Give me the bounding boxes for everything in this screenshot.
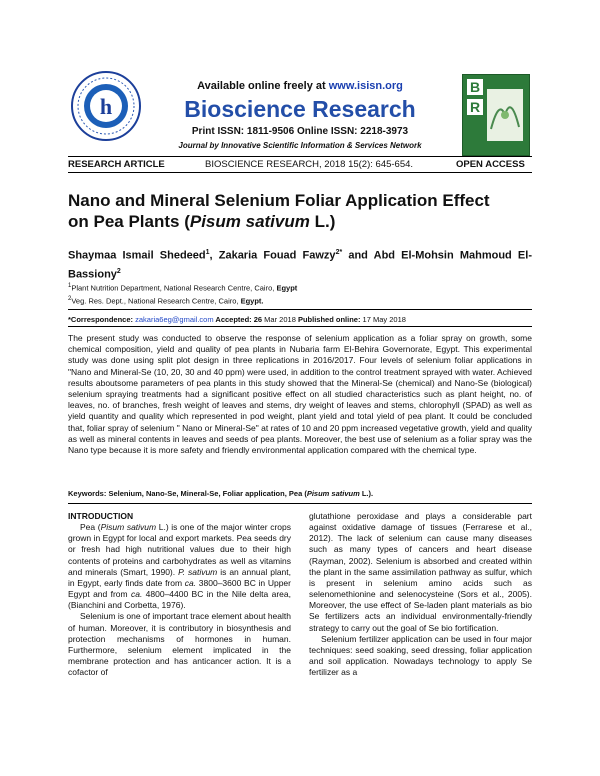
keywords-line: Keywords: Selenium, Nano-Se, Mineral-Se, Foliar application, Pea (Pisum sativum L.). bbox=[68, 489, 374, 498]
affiliation-2: $^2$Veg. Res. Dept., National Research Centre, Cairo, Egypt. bbox=[68, 296, 264, 306]
intro-paragraph-3: glutathione peroxidase and plays a considerable part against oxidative damage of tissues (Ferrarese et al., 2012). The lack of selenium can cause many diseases such as many types of cancers and heart disease (Rayman, 2002). Selenium is absorbed and created within the plant in the same assimilation pathway as sulfur, which is present in selenium amino acids such as selenomethionine and selenocysteine (Sors et al., 2005). Moreover, the use effect of Se-laden plant materials as bio Se fertilizers acts an individual environmentally-friendly strategy to carry out the goal of Se bio fortification. bbox=[309, 511, 532, 633]
article-type: RESEARCH ARTICLE bbox=[68, 159, 165, 170]
open-access-label: OPEN ACCESS bbox=[456, 159, 525, 170]
abstract-rule-top bbox=[68, 326, 532, 327]
introduction-heading: INTRODUCTION bbox=[68, 511, 134, 521]
abstract-rule-bottom bbox=[68, 503, 532, 504]
intro-paragraph-4: Selenium fertilizer application can be used in four major techniques: seed soaking, seed dressing, foliar application and soil application. Nowadays technology to apply Se fertilizer as a bbox=[309, 633, 532, 678]
article-citation: BIOSCIENCE RESEARCH, 2018 15(2): 645-654. bbox=[205, 159, 414, 170]
abstract-text: The present study was conducted to observe the response of selenium application as a foliar spray on growth, some chemical composition, yield and quality of pea plants in Nubaria farm El-Behira Governorate, Egypt. This experimental study was done using split plot design in three replications in 2016/2017. Four levels of selenium foliar applications in "Nano and Mineral-Se (10, 20, 30 and 40 ppm) were used, in addition to the control treatment sprayed with water. Achieved results aboutsome parameters of pea plants in this study showed that the Mineral-Se (chemical) and Nano-Se (biological) selenium spraying treatments had a significant positive effect on all studied characteristics such as plant height, no. of leaves, no. of branches, fresh weight of leaves and stems, dry weight of leaves and stems, chlorophyll (SPAD) as well as yield quantity and quality which represented in pod weight, plant yield and total yield of pea plant. It could be concluded that, foliar spray of selenium " Nano or Mineral-Se" at rates of 10 and 20 ppm increased vegetative growth, yield and quality as well as mineral contents in leaves and seeds of pea plants. Moreover, the best use of selenium as a foliar spray was the Nano type because it is more safety and friendly environmental application compared with the chemical type. bbox=[68, 333, 532, 456]
availability-text: Available online freely at bbox=[197, 80, 329, 92]
title-line-1: Nano and Mineral Selenium Foliar Application Effect bbox=[68, 191, 490, 210]
correspondence-rule bbox=[68, 309, 532, 310]
issn-line: Print ISSN: 1811-9506 Online ISSN: 2218-3973 bbox=[191, 126, 409, 137]
journal-cover-image bbox=[462, 74, 530, 156]
author-3: Abd El-Mohsin Mahmoud El-Bassiony bbox=[68, 249, 532, 281]
article-title bbox=[68, 190, 532, 232]
title-line-2: on Pea Plants (Pisum sativum L.) bbox=[68, 212, 336, 231]
journal-publisher-line: Journal by Innovative Scientific Information & Services Network bbox=[178, 141, 422, 150]
intro-paragraph-2: Selenium is one of important trace element about health of human. Moreover, it is contributory in biosynthesis and protection mechanisms of hormones in human. Furthermore, selenium element implicated in the membrane protection and has anticancer action. It is a cofactor of bbox=[68, 611, 291, 678]
body-column-right bbox=[309, 511, 532, 678]
correspondence-line: *Correspondence: zakaria6eg@gmail.com Accepted: 26 Mar 2018 Published online: 17 May 2018 bbox=[68, 315, 406, 324]
body-column-left bbox=[68, 511, 291, 678]
header-rule-bottom bbox=[68, 172, 532, 173]
svg-text:h: h bbox=[99, 94, 113, 119]
journal-url-link[interactable]: www.isisn.org bbox=[328, 80, 403, 92]
cover-figure bbox=[487, 89, 523, 141]
journal-title: Bioscience Research bbox=[184, 96, 416, 122]
author-2: Zakaria Fouad Fawzy bbox=[218, 249, 336, 262]
author-list: Shaymaa Ismail Shedeed$^1$, Zakaria Fouad Fawzy$^{2*}$ and Abd El-Mohsin Mahmoud El-Bassiony$^2$ bbox=[68, 249, 532, 281]
cover-letter-r: R bbox=[467, 99, 483, 115]
cover-letter-b: B bbox=[467, 79, 483, 95]
author-1: Shaymaa Ismail Shedeed bbox=[68, 249, 206, 262]
affiliation-1: $^1$Plant Nutrition Department, National Research Centre, Cairo, Egypt bbox=[68, 283, 298, 293]
intro-paragraph-1: Pea (Pisum sativum L.) is one of the major winter crops grown in Egypt for local and export markets. Pea seeds dry or fresh had high nutritional values due to their high contents of proteins and carbohydrates as well as vitamins and minerals (Smart, 1990). P. sativum is an annual plant, in Egypt, early finds date from ca. 3800–3600 BC in Upper Egypt and from ca. 4800–4400 BC in the Nile delta area, (Bianchini and Corbetta, 1976). bbox=[68, 522, 292, 611]
correspondence-email-link[interactable]: zakaria6eg@gmail.com bbox=[135, 315, 214, 324]
header-rule-top bbox=[68, 156, 532, 157]
